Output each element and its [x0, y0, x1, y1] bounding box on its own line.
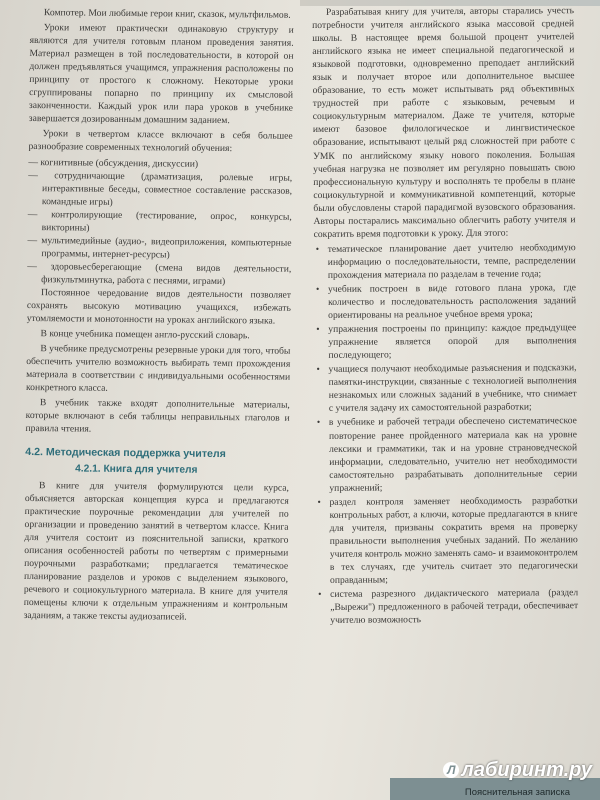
bullet-text: система разрезного дидактического материала (раздел „Вырежи") предложенного в рабочей тетради, обеспечивает учителю возможность [330, 587, 579, 627]
paragraph: В конце учебника помещен англо-русский словарь. [40, 328, 250, 342]
list-item: — контролирующие (тестирование, опрос, конкурсы, викторины) [27, 208, 292, 234]
paragraph: Разрабатывая книгу для учителя, авторы старались учесть потребности учителя английского языка массовой средней школы. В настоящее время большой процент учителей английского языка не имеет специальной педагогической и языковой подготовки, одновременно преподает английский язык и получает второе или дополнительное высшее образование, то есть может испытывать ряд объективных трудностей при работе с языковым, речевым и социокультурным материалом. Даже те учителя, которые имеют базовое филологическое и лингвистическое образование, испытывают целый ряд сложностей при работе с УМК по английскому языку нового поколения. Большая учебная нагрузка не позволяет им регулярно повышать свою профессиональную культуру и восполнять те пробелы в плане социокультурной и коммуникативной компетенций, которые были обусловлены старой парадигмой вузовского образования. Авторы постарались максимально облегчить работу учителя и сократить время подготовки к уроку. Для этого: [312, 5, 576, 240]
logo-text: лабиринт.ру [461, 759, 592, 781]
bullet-list [314, 241, 579, 627]
paragraph: В учебнике предусмотрены резервные уроки для того, чтобы обеспечить учителю возможность выбирать темп прохождения материала в соответствии с индивидуальными особенностями конкретного класса. [25, 343, 291, 395]
list-item [314, 361, 576, 415]
left-top-paragraphs [28, 6, 294, 156]
list-item [314, 281, 576, 322]
logo-mark-icon: Л [443, 762, 459, 778]
list-item [315, 494, 578, 587]
paragraph: В книге для учителя формулируются цели курса, объясняется авторская концепция курса и предлагаются практические поурочные рекомендации для учителей по организации и проведению занятий в четвертом классе. Книга для учителя состоит из пояснительной записки, краткого описания особенностей работы по четвертям с примерными поурочными разработками; предлагается тематическое планирование разделов и уроков с выделением языкового, речевого и социокультурного материала. В книге для учителя помещены ключи к отдельным упражнениям и контрольным заданиям, а также тексты аудиозаписей. [23, 479, 290, 623]
bullet-icon: • [316, 417, 321, 429]
bullet-icon: • [315, 243, 320, 255]
left-column [24, 6, 294, 627]
bullet-icon: • [318, 589, 322, 601]
list-item [314, 321, 576, 362]
left-bottom-paragraphs [24, 479, 289, 625]
right-paragraphs [312, 4, 576, 241]
bullet-text: учебник построен в виде готового плана урока, где количество и последовательность расположения заданий ориентированы на реальное учебное время урока; [327, 282, 577, 321]
bullet-text: учащиеся получают необходимые разъяснения и подсказки, памятки-инструкции, связанные с технологией выполнения незнакомых или сложных заданий в учебнике, что снимает с учителя задачу их самостоятельной разработки; [328, 362, 577, 415]
running-footer-label: Пояснительная записка [464, 787, 570, 798]
bullet-text: в учебнике и рабочей тетради обеспечено систематическое повторение ранее пройденного материала как на уровне лексики и грамматики, так и на уровне страноведческой информации, следовательно, учителю нет необходимости самостоятельно разрабатывать дополнительные серии упражнений; [328, 415, 578, 494]
list-item [314, 241, 576, 282]
paragraph: Уроки в четвертом классе включают в себя большее разнообразие современных технологий обучения: [28, 128, 293, 155]
technology-list [27, 156, 292, 289]
bullet-icon: • [316, 324, 320, 336]
section-heading: 4.2. Методическая поддержка учителя [25, 445, 226, 460]
right-column [312, 4, 578, 628]
list-item: — сотрудничающие (драматизация, ролевые игры, интерактивные беседы, совместное составление рассказов, командные игры) [28, 169, 293, 208]
bullet-text: раздел контроля заменяет необходимость разработки контрольных работ, а ключи, которые предлагаются в книге для учителя, призваны сократить время на проверку правильности выполнения учебных заданий. По желанию учителя контроль можно заменять само- и взаимоконтролем в тех случаях, где учитель считает это педагогически оправданным; [329, 494, 578, 586]
list-item: — когнитивные (обсуждения, дискуссии) [28, 156, 199, 170]
list-item [315, 415, 578, 495]
paragraph: Компотер. Мои любимые герои книг, сказок, мультфильмов. [43, 7, 291, 21]
bullet-text: тематическое планирование дает учителю необходимую информацию о последовательности, темпе, распределении прохождения материала по разделам в течение года; [327, 242, 576, 281]
subsection-heading: 4.2.1. Книга для учителя [75, 463, 198, 476]
list-item [316, 586, 578, 627]
paragraph: Постоянное чередование видов деятельности позволяет сохранять высокую мотивацию учащихся, избежать утомляемости и монотонности на уроках английского языка. [26, 287, 292, 327]
bullet-icon: • [316, 364, 320, 376]
list-item: — здоровьесберегающие (смена видов деятельности, физкультминутка, работа с песнями, играми) [27, 260, 292, 287]
paragraph: Уроки имеют практически одинаковую структуру и являются для учителя готовым планом проведения занятия. Материал размещен в той последовательности, в которой он должен предъявляться учащимся, упражнения расположены по принципу от простого к сложному. Некоторые уроки сгруппированы попарно по принципу их смысловой законченности. Каждый урок или пара уроков в учебнике завершается дозированным домашним заданием. [28, 22, 294, 127]
bullet-icon: • [317, 496, 321, 508]
labirint-logo [443, 759, 592, 782]
bullet-icon: • [315, 283, 320, 295]
bullet-text: упражнения построены по принципу: каждое предыдущее упражнение является опорой для выполнения последующего; [328, 322, 577, 362]
paragraph: В учебник также входят дополнительные материалы, которые включают в себя таблицы неправильных глаголов и правила чтения. [25, 397, 290, 436]
list-item: — мультимедийные (аудио-, видеоприложения, компьютерные программы, интернет-ресурсы) [27, 234, 292, 261]
left-middle-paragraphs [26, 286, 292, 438]
